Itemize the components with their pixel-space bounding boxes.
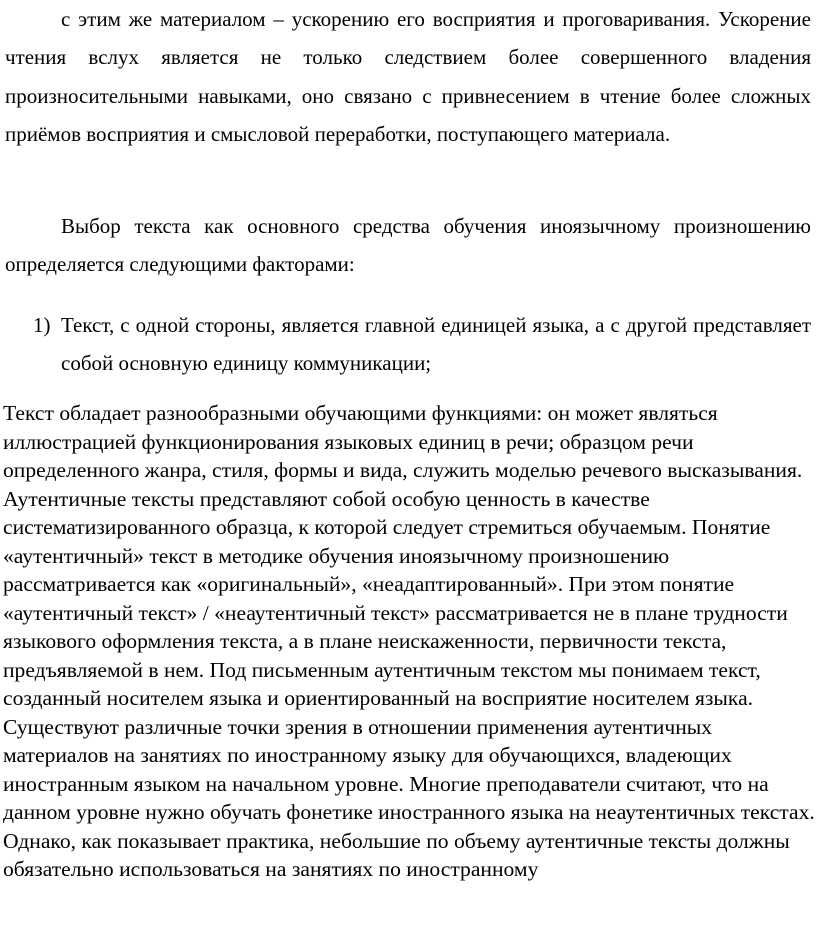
- list-item-number: 1): [33, 313, 51, 337]
- list-item-text: Текст, с одной стороны, является главной единицей языка, а с другой представляет собой основную единицу коммуникации;: [61, 313, 811, 376]
- paragraph-continuation: с этим же материалом – ускорению его восприятия и проговаривания. Ускорение чтения вслух является не только следствием более совершенного владения произносительными навыками, оно связано с привнесением в чтение более сложных приёмов восприятия и смысловой переработки, поступающего материала.: [5, 7, 811, 146]
- paragraph-factors-intro: Выбор текста как основного средства обучения иноязычному произношению определяется следующими факторами:: [5, 214, 811, 277]
- list-item: [5, 306, 811, 383]
- paragraph-body: Текст обладает разнообразными обучающими функциями: он может являться иллюстрацией функционирования языковых единиц в речи; образцом речи определенного жанра, стиля, формы и вида, служить моделью речевого высказывания. Аутентичные тексты представляют собой особую ценность в качестве систематизированного образца, к которой следует стремиться обучаемым. Понятие «аутентичный» текст в методике обучения иноязычному произношению рассматривается как «оригинальный», «неадаптированный». При этом понятие «аутентичный текст» / «неаутентичный текст» рассматривается не в плане трудности языкового оформления текста, а в плане неискаженности, первичности текста, предъявляемой в нем. Под письменным аутентичным текстом мы понимаем текст, созданный носителем языка и ориентированный на восприятие носителем языка. Существуют различные точки зрения в отношении применения аутентичных материалов на занятиях по иностранному языку для обучающихся, владеющих иностранным языком на начальном уровне. Многие преподаватели считают, что на данном уровне нужно обучать фонетике иностранного языка на неаутентичных текстах. Однако, как показывает практика, небольшие по объему аутентичные тексты должны обязательно использоваться на занятиях по иностранному: [3, 401, 815, 881]
